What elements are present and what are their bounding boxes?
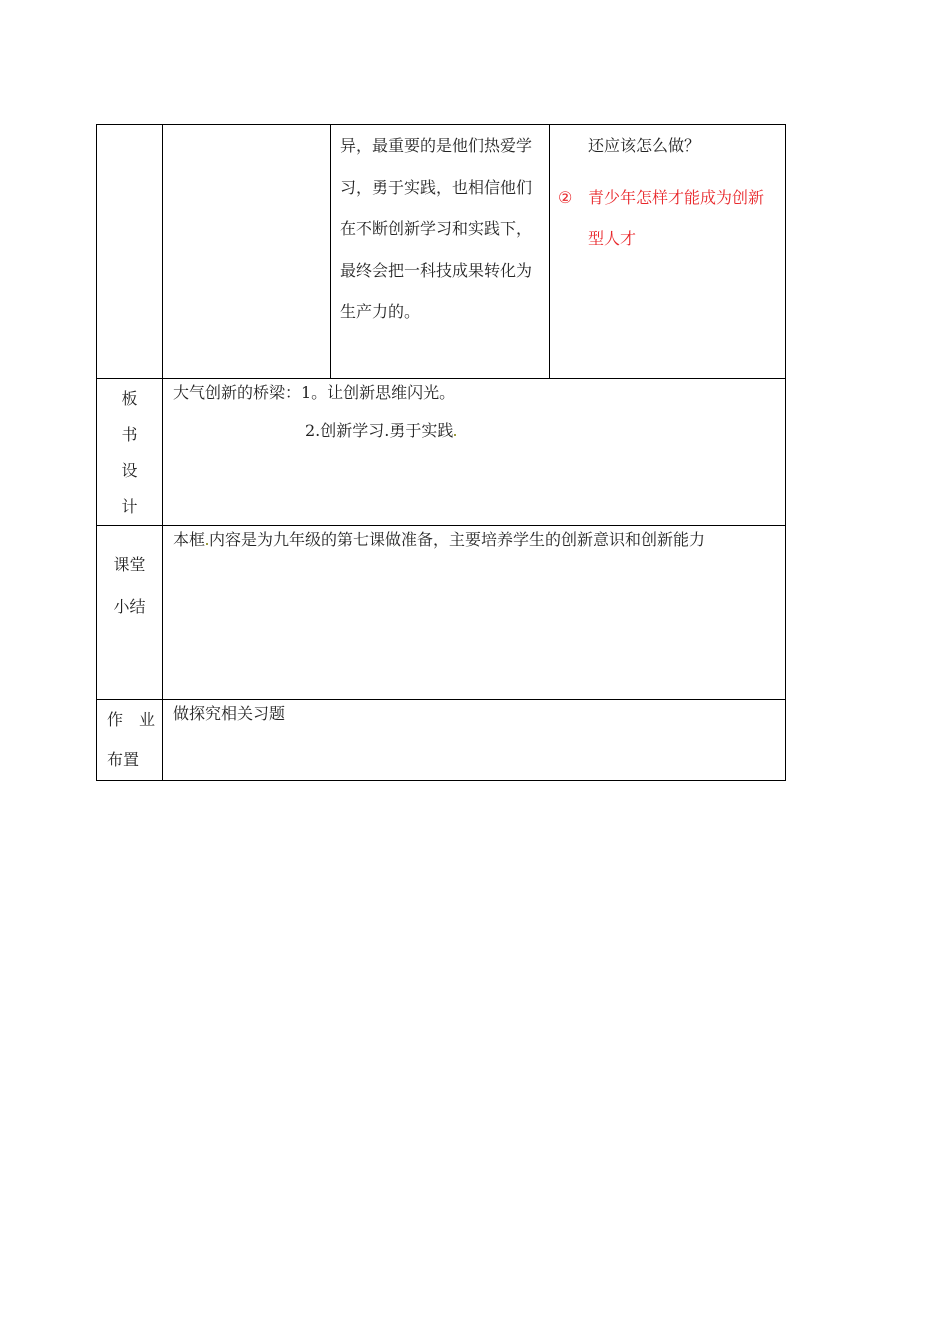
- board-label-cell: [97, 379, 163, 526]
- discussion-line: 生产力的。: [340, 302, 421, 321]
- summary-text-start: 本框: [173, 530, 206, 549]
- board-label-char: 计: [121, 497, 138, 516]
- discussion-text: [331, 125, 549, 333]
- board-label-char: 书: [121, 425, 138, 444]
- table-row-homework: [97, 700, 786, 781]
- question-text: 还应该怎么做？: [588, 136, 701, 155]
- discussion-line: 习，勇于实践，也相信他们: [340, 177, 533, 197]
- summary-text-rest: 内容是为九年级的第七课做准备，主要培养学生的创新意识和创新能力: [209, 530, 706, 549]
- board-label: [97, 379, 162, 525]
- discussion-line: 在不断创新学习和实践下，: [340, 219, 533, 238]
- summary-content-cell: [163, 526, 786, 700]
- summary-label-line: 小结: [113, 597, 146, 616]
- homework-text: 做探究相关习题: [173, 704, 286, 723]
- homework-label-line: 布置: [107, 750, 140, 769]
- label-cell-empty: [97, 125, 163, 379]
- summary-label: [97, 526, 162, 628]
- circled-number: ②: [558, 188, 573, 207]
- editor-mark: [206, 543, 208, 545]
- red-question-line2: 型人才: [588, 229, 637, 248]
- discussion-line: 异，最重要的是他们热爱学: [340, 136, 533, 155]
- board-content-cell: [163, 379, 786, 526]
- table-row-summary: [97, 526, 786, 700]
- summary-label-cell: [97, 526, 163, 700]
- homework-label-cell: [97, 700, 163, 781]
- board-line-1: 大气创新的桥梁：1。让创新思维闪光。: [173, 383, 456, 402]
- table-row-board-design: [97, 379, 786, 526]
- discussion-cell: [331, 125, 550, 379]
- red-question: [558, 177, 778, 259]
- summary-label-line: 课堂: [113, 555, 146, 574]
- question-cell: [550, 125, 786, 379]
- discussion-line: 最终会把一科技成果转化为: [340, 260, 533, 280]
- lesson-plan-table: [96, 124, 786, 781]
- homework-label-line: 作 业: [107, 710, 156, 729]
- board-label-char: 设: [121, 461, 138, 480]
- homework-content-cell: [163, 700, 786, 781]
- board-label-char: 板: [121, 389, 138, 408]
- board-line-2: [163, 405, 785, 443]
- editor-mark: [454, 434, 456, 436]
- red-question-line1: 青少年怎样才能成为创新: [588, 188, 765, 207]
- content-cell-empty: [163, 125, 331, 379]
- summary-text: [163, 526, 785, 552]
- table-row-continuation: [97, 125, 786, 379]
- board-line-2-text: 2.创新学习.勇于实践: [305, 421, 454, 440]
- homework-label: [97, 700, 162, 780]
